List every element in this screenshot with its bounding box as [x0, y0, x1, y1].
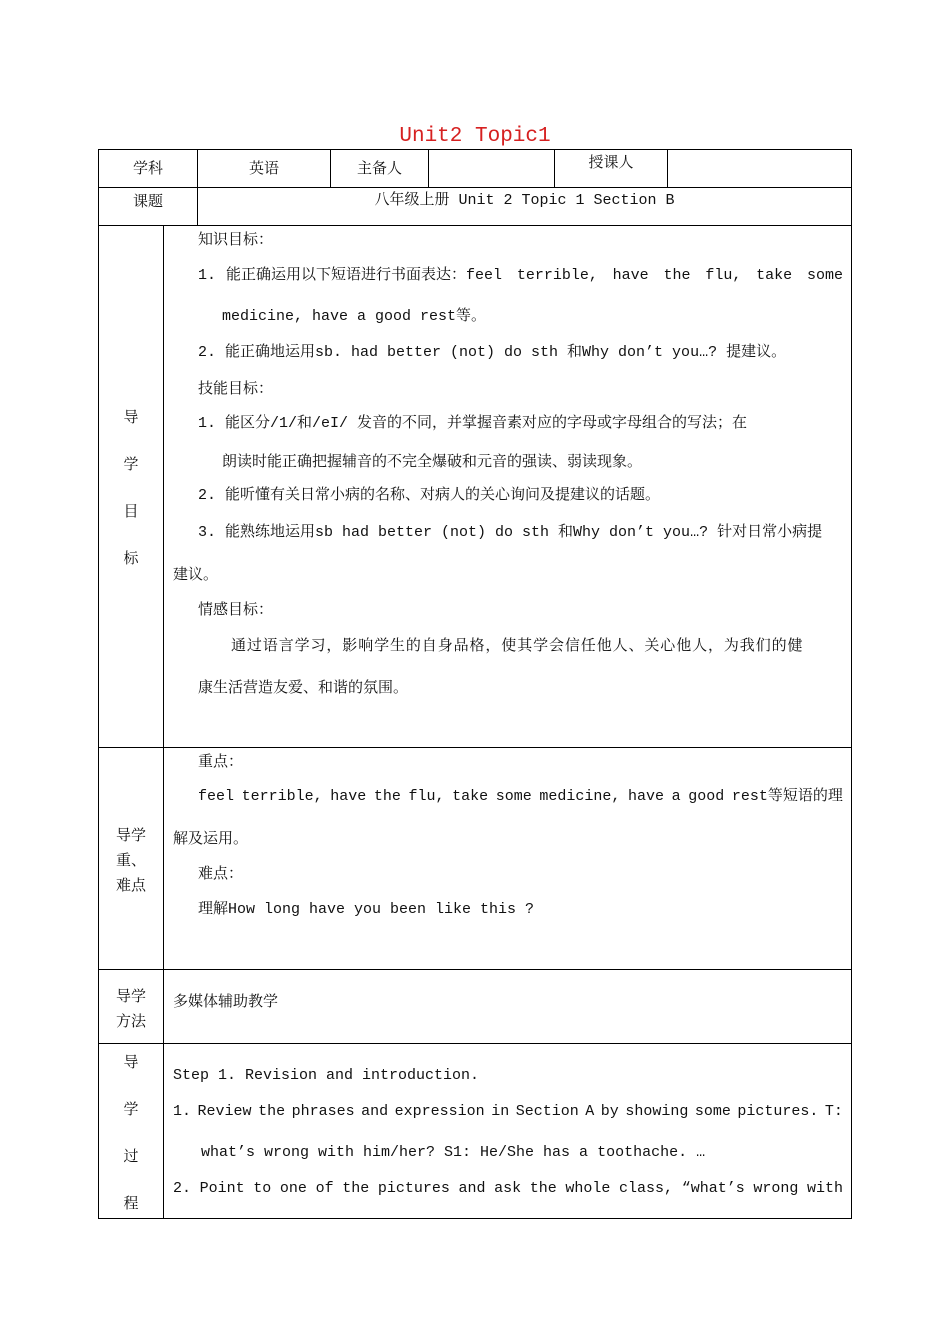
topic-value: 八年级上册 Unit 2 Topic 1 Section B — [374, 192, 675, 209]
skill-item-1-line1: 1. 能区分/1/和/eI/ 发音的不同，并掌握音素对应的字母或字母组合的写法；在 — [198, 415, 748, 432]
key-line1: feel terrible, have the flu, take some medicine, have a good rest等短语的理 — [198, 788, 843, 805]
difficult-title: 难点： — [198, 864, 244, 882]
skill-title: 技能目标： — [198, 379, 274, 397]
knowledge-item-2: 2. 能正确地运用sb. had better (not) do sth 和Why don’t you…? 提建议。 — [198, 344, 787, 361]
emotion-line2: 康生活营造友爱、和谐的氛围。 — [198, 678, 409, 696]
teacher-label: 授课人 — [588, 153, 634, 171]
knowledge-title: 知识目标： — [198, 230, 274, 248]
page-title: Unit2 Topic1 — [399, 125, 551, 148]
knowledge-item-1-number: 1. — [198, 267, 217, 284]
subject-value: 英语 — [248, 159, 279, 177]
process-label-char: 程 — [123, 1194, 139, 1212]
objectives-label-char: 学 — [123, 455, 139, 473]
process-label-char: 导 — [123, 1053, 139, 1071]
process-step1: Step 1. Revision and introduction. — [173, 1067, 480, 1084]
process-item-2-line1: 2. Point to one of the pictures and ask the whole class, “what’s wrong with — [173, 1180, 843, 1197]
method-value: 多媒体辅助教学 — [173, 992, 279, 1010]
key-line2: 解及运用。 — [173, 829, 249, 847]
method-label-line: 方法 — [115, 1012, 146, 1030]
knowledge-item-1-line1: 能正确运用以下短语进行书面表达：feel terrible, have the flu, take some — [226, 267, 843, 284]
skill-item-2: 2. 能听懂有关日常小病的名称、对病人的关心询问及提建议的话题。 — [198, 487, 661, 504]
process-label-char: 过 — [123, 1147, 139, 1165]
topic-label: 课题 — [132, 192, 163, 210]
key-title: 重点： — [198, 752, 244, 770]
process-item-1-line1: 1. Review the phrases and expression in Section A by showing some pictures. T: — [173, 1103, 843, 1120]
process-item-1-line2: what’s wrong with him/her? S1: He/She has a toothache. … — [201, 1144, 706, 1161]
objectives-label-char: 目 — [123, 502, 139, 520]
objectives-label-char: 标 — [123, 549, 139, 567]
skill-item-3-line2: 建议。 — [173, 565, 219, 583]
emotion-line1: 通过语言学习，影响学生的自身品格，使其学会信任他人、关心他人，为我们的健 — [231, 636, 804, 654]
keypoints-label-line: 重、 — [115, 851, 146, 869]
method-label-line: 导学 — [115, 987, 146, 1005]
preparer-label: 主备人 — [356, 159, 402, 177]
keypoints-label-line: 导学 — [115, 826, 146, 844]
skill-item-1-line2: 朗读时能正确把握辅音的不完全爆破和元音的强读、弱读现象。 — [222, 452, 643, 470]
skill-item-3-line1: 3. 能熟练地运用sb had better (not) do sth 和Why don’t you…? 针对日常小病提 — [198, 524, 823, 541]
process-label-char: 学 — [123, 1100, 139, 1118]
objectives-label-char: 导 — [123, 408, 139, 426]
emotion-title: 情感目标： — [198, 600, 274, 618]
keypoints-label-line: 难点 — [115, 876, 146, 894]
difficult-line: 理解How long have you been like this ? — [198, 901, 535, 918]
subject-label: 学科 — [132, 159, 163, 177]
knowledge-item-1-line2: medicine, have a good rest等。 — [222, 308, 487, 325]
